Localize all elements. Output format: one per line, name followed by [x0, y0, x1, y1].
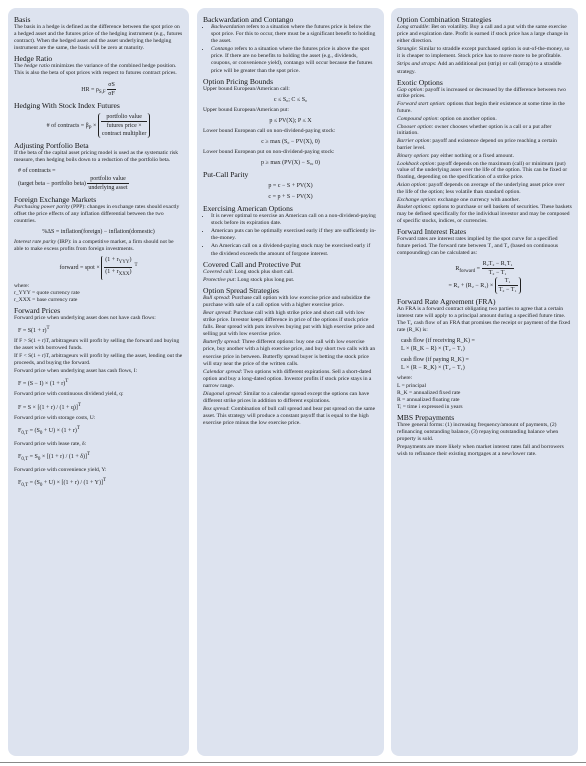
fp-text-4: Forward price when underlying asset has cash flows, I:	[14, 368, 138, 375]
lb-call-formula: c ≥ max (S₀ − PV(X), 0)	[261, 138, 320, 145]
list-item: Barrier option: payoff and existence depend on price reaching a certain barrier level.	[397, 138, 557, 152]
option-bounds-title: Option Pricing Bounds	[203, 76, 274, 86]
list-item: Forward start option: options that begin their existence at some time in the future.	[397, 101, 565, 115]
ub-call-formula: c ≤ S₀; C ≤ S₀	[273, 96, 308, 103]
lb-put-formula: p ≥ max (PV(X) − S₀, 0)	[261, 160, 320, 167]
list-item: Exchange option: exchange one currency with another.	[397, 196, 520, 203]
pcp-formula-2: c = p + S − PV(X)	[268, 194, 313, 201]
fra-where-list: where: L = principal R_K = annualized fixed rate R = annualized floating rate Tᵢ = time i expressed in years	[397, 375, 463, 410]
list-item: • Contango refers to a situation where the futures price is above the spot price. If there are no benefits to holding the asset (e.g., dividends, coupons, or convenience yield), contango will occur because the futures price will be greater than the spot price.	[211, 46, 378, 74]
mbs-text-1: Three general forms: (1) increasing frequency/amount of payments, (2) refinancing outstanding balance, (3) repaying outstanding balance when property is sold.	[397, 421, 559, 443]
contracts-formula: # of contracts = $\beta_P$ × portfolio value futures price × contract multiplier	[14, 113, 183, 138]
list-item: Gap option: payoff is increased or decreased by the difference between two strike prices.	[397, 86, 566, 100]
exotic-title: Exotic Options	[397, 77, 443, 87]
strangle-text: Strangle: Similar to straddle except purchased option is out-of-the-money, so it is cheaper to implement. Stock price has to move more to be profitable.	[397, 46, 570, 60]
adjust-beta-title: Adjusting Portfolio Beta	[14, 140, 89, 150]
exercising-title: Exercising American Options	[203, 204, 293, 214]
put-call-parity-title: Put-Call Parity	[203, 170, 249, 180]
fp-text-5: Forward price with continuous dividend yield, q:	[14, 391, 124, 398]
fp-text-6: Forward price with storage costs, U:	[14, 414, 96, 421]
fx-title: Foreign Exchange Markets	[14, 194, 97, 204]
combination-title: Option Combination Strategies	[397, 15, 492, 24]
list-item: Lookback option: payoff depends on the maximum (call) or minimum (put) value of the underlying asset over the life of the option. This can be fixed or floating, depending on the specification of a strike price.	[397, 160, 568, 181]
list-item: Basket options: options to purchase or sell baskets of securities. These baskets may be defined specifically for the individual investor and may be composed of specific stocks, indices, or currencies.	[397, 204, 572, 224]
fx-where-list: where: r_YYY = quote currency rate r_XXX = base currency rate	[14, 282, 80, 303]
forward-rate-formula: $R_{forward}$ = $\frac{\text{R₂T₂ − R₁T₁}}{\text{T₂ − T₁}}$ = R₂ + (R₂ − R₁) × $\frac{\text{T₁}}{\text{T₂ − T₁}}$	[397, 260, 572, 294]
column-2	[197, 8, 384, 756]
protective-put-text: Protective put: Long stock plus long put.	[203, 276, 295, 283]
fra-cashflow-2: cash flow (if paying R_K) = L × (R − R_K) × (T₂ − T₁)	[401, 357, 469, 372]
adjust-beta-text: If the beta of the capital asset pricing model is used as the systematic risk measure, then hedging boils down to a reduction of the portfolio beta.	[14, 149, 179, 163]
bear-spread-text: Bear spread: Purchase call with high strike price and short call with low strike price. Investor keeps difference in price of the options if stock price falls. Bear spread with puts involves buying put with high exercise price and selling put with low exercise price.	[203, 309, 375, 338]
ub-call-text: Upper bound European/American call:	[203, 85, 290, 92]
forward-rates-title: Forward Interest Rates	[397, 226, 467, 236]
exercising-list	[203, 213, 378, 258]
fp-text-8: Forward price with convenience yield, Y:	[14, 467, 107, 474]
fp-formula-6: $F_{0,T} = (S_0 + U) \times [(1 + r) / (1 + Y)]^T$	[18, 478, 107, 489]
fra-title: Forward Rate Agreement (FRA)	[397, 297, 496, 307]
ub-put-text: Upper bound European/American put:	[203, 106, 289, 113]
column-1	[8, 8, 189, 756]
list-item: Asian option: payoff depends on average of the underlying asset price over the life of the option; less volatile than standard option.	[397, 182, 565, 195]
fra-text: An FRA is a forward contract obligating two parties to agree that a certain interest rate will apply to a principal amount during a specified future time. The T₂ cash flow of an FRA that promises the receipt or payment of the fixed rate (R_K) is:	[397, 306, 571, 334]
fp-formula-2: $F = (S - I) \times (1 + r)^T$	[18, 379, 69, 388]
exotic-list	[397, 87, 572, 225]
fp-formula-1: $F = S(1 + r)^T$	[18, 325, 50, 334]
hedge-ratio-formula: HR = $\rho_{S,F}$ $\frac{\sigma S}{\sigma F}$	[81, 81, 115, 97]
calendar-spread-text: Calendar spread: Two options with different expirations. Sell a short-dated option and buy a long-dated option. Investor profits if stock price stays in a narrow range.	[203, 368, 372, 389]
hedge-ratio-text: The hedge ratio minimizes the variance of the combined hedge position. This is also the beta of spot prices with respect to futures contract prices.	[14, 63, 177, 77]
fp-text-3: If F < S(1 + r)T, arbitrageurs will profit by selling the asset, lending out the proceeds, and buying the forward.	[14, 353, 183, 367]
butterfly-spread-text: Butterfly spread: Three different options: buy one call with low exercise price, buy another with a high exercise price, and buy short two calls with an exercise price in between. Butterfly spread buyer is betting the stock price will stay near the price of the written calls.	[203, 339, 376, 367]
index-futures-title: Hedging With Stock Index Futures	[14, 100, 120, 110]
ub-put-formula: p ≤ PV(X); P ≤ X	[269, 117, 312, 124]
fp-formula-3: $F = S \times [(1 + r) / (1 + q)]^T$	[18, 402, 81, 411]
fp-text-1: Forward price when underlying asset does not have cash flows:	[14, 314, 156, 321]
hedge-ratio-title: Hedge Ratio	[14, 54, 53, 64]
fra-cashflow-1: cash flow (if receiving R_K) = L × (R_K − R) × (T₂ − T₁)	[401, 338, 475, 353]
ppp-formula: %ΔS = inflation(foreign) − inflation(domestic)	[42, 229, 155, 236]
spread-strategies-title: Option Spread Strategies	[203, 285, 279, 295]
mbs-title: MBS Prepayments	[397, 412, 455, 422]
backwardation-title: Backwardation and Contango	[203, 15, 294, 24]
adjust-beta-formula: # of contracts = (target beta − portfolio beta) $\frac{\text{portfolio value}}{\text{underlying asset}}$	[18, 167, 128, 191]
ppp-text: Purchasing power parity (PPP): changes in exchange rates should exactly offset the price effects of any inflation differential between the two countries.	[14, 203, 180, 224]
list-item: Binary option: pay either nothing or a fixed amount.	[397, 152, 514, 159]
mbs-text-2: Prepayments are more likely when market interest rates fall and borrowers wish to refinance their existing mortgages at a new/lower rate.	[397, 444, 564, 458]
lb-put-text: Lower bound European put on non-dividend-paying stock:	[203, 148, 335, 155]
list-item: • It is never optimal to exercise an American call on a non-dividend-paying stock before its expiration date.	[211, 213, 378, 227]
straddle-text: Long straddle: Bet on volatility. Buy a call and a put with the same exercise price and expiration date. Profit is earned if stock price has a large change in either direction.	[397, 24, 569, 45]
fp-formula-4: $F_{0,T} = (S_0 + U) \times (1 + r)^T$	[18, 425, 80, 436]
irp-text: Interest rate parity (IRP): in a competitive market, a firm should not be able to make excess profits from foreign investments.	[14, 239, 174, 253]
forward-fx-formula: forward = spot × $\frac{(1 + r_{YYY})}{(1 + r_{XXX})}$ $^T$	[59, 257, 138, 278]
strips-text: Strips and straps: Add an additional put (strip) or call (strap) to a straddle strategy.	[397, 61, 562, 75]
lb-call-text: Lower bound European call on non-dividend-paying stock:	[203, 127, 336, 134]
list-item: Compound option: option on another option.	[397, 115, 497, 122]
list-item: Chooser option: owner chooses whether option is a call or a put after initiation.	[397, 123, 552, 137]
pcp-formula-1: p = c − S + PV(X)	[268, 183, 313, 190]
list-item: • An American call on a dividend-paying stock may be exercised early if the dividend exceeds the amount of forgone interest.	[211, 243, 378, 257]
fp-text-7: Forward price with lease rate, δ:	[14, 440, 87, 447]
diagonal-spread-text: Diagonal spread: Similar to a calendar spread except the options can have different strike prices in addition to different expirations.	[203, 391, 370, 405]
list-item: • American puts can be optimally exercised early if they are sufficiently in-the-money.	[211, 228, 378, 242]
column-3	[391, 8, 578, 756]
fp-text-2: If F > S(1 + r)T, arbitrageurs will profit by selling the forward and buying the asset with borrowed funds.	[14, 337, 180, 352]
bull-spread-text: Bull spread: Purchase call option with low exercise price and subsidize the purchase with sale of a call option with a higher exercise price.	[203, 294, 371, 308]
footer-divider	[0, 762, 586, 763]
basis-text: The basis in a hedge is defined as the difference between the spot price on a hedged asset and the futures price of the hedging instrument (e.g., futures contract). When the hedged asset and the asset underlying the hedging instrument are the same, the basis will be zero at maturity.	[14, 24, 183, 52]
basis-title: Basis	[14, 15, 31, 24]
backwardation-list	[203, 24, 378, 75]
forward-rates-text: Forward rates are interest rates implied by the spot curve for a specified future period. The forward rate between T₁ and T₂ (based on continuous compounding) can be calculated as:	[397, 235, 559, 256]
box-spread-text: Box spread: Combination of bull call spread and bear put spread on the same asset. This strategy will produce a constant payoff that is equal to the high exercise price minus the low exercise price.	[203, 406, 376, 427]
list-item: • Backwardation refers to a situation where the futures price is below the spot price. For this to occur, there must be a significant benefit to holding the asset.	[211, 24, 378, 45]
fp-formula-5: $F_{0,T} = S_0 \times [(1 + r) / (1 + \delta)]^T$	[18, 451, 91, 463]
covered-call-title: Covered Call and Protective Put	[203, 259, 301, 269]
forward-prices-title: Forward Prices	[14, 305, 61, 315]
covered-call-text: Covered call: Long stock plus short call.	[203, 268, 294, 275]
